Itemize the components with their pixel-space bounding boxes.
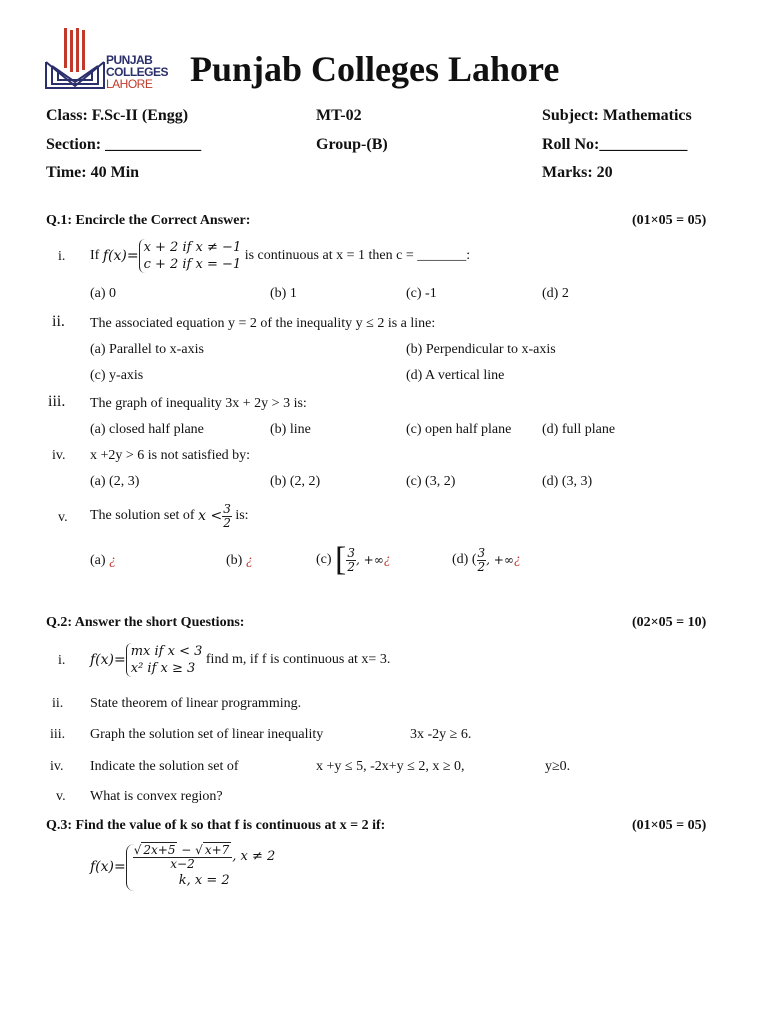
page-title: Punjab Colleges Lahore: [190, 49, 560, 89]
q1-i-option-b: (b) 1: [270, 286, 297, 301]
q1-v-number: v.: [58, 510, 68, 525]
q2-i-number: i.: [58, 653, 66, 668]
q1-v-d-fraction: [477, 547, 487, 574]
group-label: Group-(B): [316, 136, 388, 153]
q1-v-c-den: 2: [347, 559, 356, 574]
q1-v-c-fraction: [346, 547, 356, 574]
q2-iv-number: iv.: [50, 759, 64, 774]
q2-i-fx: f(x)=: [90, 652, 126, 668]
q1-iii-option-c: (c) open half plane: [406, 422, 512, 437]
q1-v-d-label: (d) (: [452, 552, 477, 567]
q1-i-question: [90, 236, 470, 276]
q1-v-option-d: [452, 540, 521, 580]
q3-fraction: $\frac{√ 2x+5 - √ x+7}{x-2}$: [133, 844, 233, 871]
q1-v-option-c: [316, 540, 391, 580]
q2-i-question: [90, 640, 390, 680]
q1-iii-option-b: (b) line: [270, 422, 311, 437]
q2-iv-question: Indicate the solution set of: [90, 759, 239, 774]
q1-v-a-glyph: ¿: [109, 553, 117, 568]
q1-v-a-label: (a): [90, 553, 106, 568]
q1-i-option-a: (a) 0: [90, 286, 117, 301]
q1-v-frac-den: 2: [223, 515, 231, 530]
q3-case1: [133, 844, 276, 871]
roll-no-field: Roll No:___________: [542, 136, 688, 153]
q3-case2: k, x = 2: [178, 872, 230, 888]
q1-v-d-den: 2: [477, 559, 486, 574]
q1-v-c-inf: , +∞: [356, 553, 384, 567]
q2-i-case2: x² if x ≥ 3: [130, 661, 196, 676]
q1-v-b-label: (b): [226, 553, 243, 568]
q1-iv-option-b: (b) (2, 2): [270, 474, 321, 489]
q1-i-option-c: (c) -1: [406, 286, 437, 301]
q2-iv-constraints: x +y ≤ 5, -2x+y ≤ 2, x ≥ 0,: [316, 759, 465, 774]
q1-iii-number: iii.: [48, 393, 66, 410]
q1-heading: Q.1: Encircle the Correct Answer:: [46, 213, 251, 228]
q1-v-c-glyph: ¿: [383, 552, 391, 567]
q3-case1-cond: , x ≠ 2: [232, 849, 276, 864]
q1-v-b-glyph: ¿: [245, 553, 253, 568]
q1-ii-number: ii.: [52, 313, 65, 330]
q1-v-frac-num: 3: [223, 501, 231, 516]
test-code: MT-02: [316, 107, 362, 124]
q2-i-cases: [126, 643, 203, 677]
section-field: Section: ____________: [46, 136, 202, 153]
q1-v-c-label: (c): [316, 552, 332, 567]
q1-v-d-glyph: ¿: [513, 552, 521, 567]
q2-v-question: What is convex region?: [90, 789, 223, 804]
q1-i-number: i.: [58, 249, 66, 264]
q1-iii-option-d: (d) full plane: [542, 422, 616, 437]
q1-iv-number: iv.: [52, 448, 66, 463]
q3-sqrt-a: 2x+5: [143, 842, 176, 857]
q1-ii-option-c: (c) y-axis: [90, 368, 144, 383]
q2-ii-question: State theorem of linear programming.: [90, 696, 302, 711]
q2-marks: (02×05 = 10): [632, 615, 707, 630]
q2-iii-number: iii.: [50, 727, 66, 742]
logo-text-line1: PUNJAB: [106, 53, 153, 67]
q3-denominator: x−2: [170, 856, 195, 871]
logo-emblem-icon: [44, 28, 106, 92]
q1-ii-option-a: (a) Parallel to x-axis: [90, 342, 204, 357]
q1-ii-option-b: (b) Perpendicular to x-axis: [406, 342, 556, 357]
q1-iv-option-a: (a) (2, 3): [90, 474, 140, 489]
logo-text-line2: COLLEGES: [106, 65, 169, 79]
q1-v-c-bracket: [: [335, 541, 347, 578]
q1-iii-question: The graph of inequality 3x + 2y > 3 is:: [90, 396, 307, 411]
time-label: Time: 40 Min: [46, 164, 140, 181]
q1-i-case2: c + 2 if x = −1: [143, 257, 242, 272]
q2-ii-number: ii.: [52, 696, 64, 711]
q1-ii-option-d: (d) A vertical line: [406, 368, 505, 383]
q3-function: [90, 838, 275, 896]
q3-cases: [126, 844, 276, 891]
q1-i-case1: x + 2 if x ≠ −1: [143, 240, 242, 255]
q1-v-d-num: 3: [477, 545, 486, 560]
q1-ii-question: The associated equation y = 2 of the inequality y ≤ 2 is a line:: [90, 316, 436, 331]
q1-iv-option-d: (d) (3, 3): [542, 474, 593, 489]
q2-heading: Q.2: Answer the short Questions:: [46, 615, 245, 630]
q3-marks: (01×05 = 05): [632, 818, 707, 833]
q1-iv-question: x +2y > 6 is not satisfied by:: [90, 448, 251, 463]
q2-iii-inequality: 3x -2y ≥ 6.: [410, 727, 472, 742]
subject-label: Subject: Mathematics: [542, 107, 692, 124]
q1-i-cases: [139, 239, 242, 273]
q1-v-option-a: [90, 553, 116, 569]
q1-i-fx: f(x)=: [102, 248, 139, 264]
q1-v-pre: The solution set of: [90, 508, 195, 523]
q3-heading: Q.3: Find the value of k so that f is continuous at x = 2 if:: [46, 818, 386, 833]
logo-text-line3: LAHORE: [106, 77, 153, 91]
q3-fx: f(x)=: [90, 859, 126, 875]
marks-label: Marks: 20: [542, 164, 613, 181]
q2-i-post: find m, if f is continuous at x= 3.: [205, 652, 391, 667]
q1-iv-option-c: (c) (3, 2): [406, 474, 456, 489]
q1-i-post: is continuous at x = 1 then c = _______:: [244, 248, 471, 263]
q1-i-pre: If: [90, 248, 100, 263]
q2-v-number: v.: [56, 789, 66, 804]
q2-i-case1: mx if x < 3: [130, 644, 203, 659]
q2-iv-constraint-y: y≥0.: [545, 759, 571, 774]
q1-marks: (01×05 = 05): [632, 213, 707, 228]
class-label: Class: F.Sc-II (Engg): [46, 107, 189, 124]
q1-iii-option-a: (a) closed half plane: [90, 422, 204, 437]
q1-v-c-num: 3: [347, 545, 356, 560]
q1-v-math: x <: [198, 508, 223, 524]
q2-iii-question: Graph the solution set of linear inequality: [90, 727, 324, 742]
q1-v-option-b: [226, 553, 253, 569]
q1-v-fraction: [222, 503, 232, 530]
q1-v-post: is:: [235, 508, 249, 523]
college-logo: [44, 28, 174, 92]
q3-sqrt-b: x+7: [204, 842, 230, 857]
q1-v-question: [90, 496, 249, 536]
q1-i-option-d: (d) 2: [542, 286, 569, 301]
q1-v-d-inf: , +∞: [486, 553, 514, 567]
